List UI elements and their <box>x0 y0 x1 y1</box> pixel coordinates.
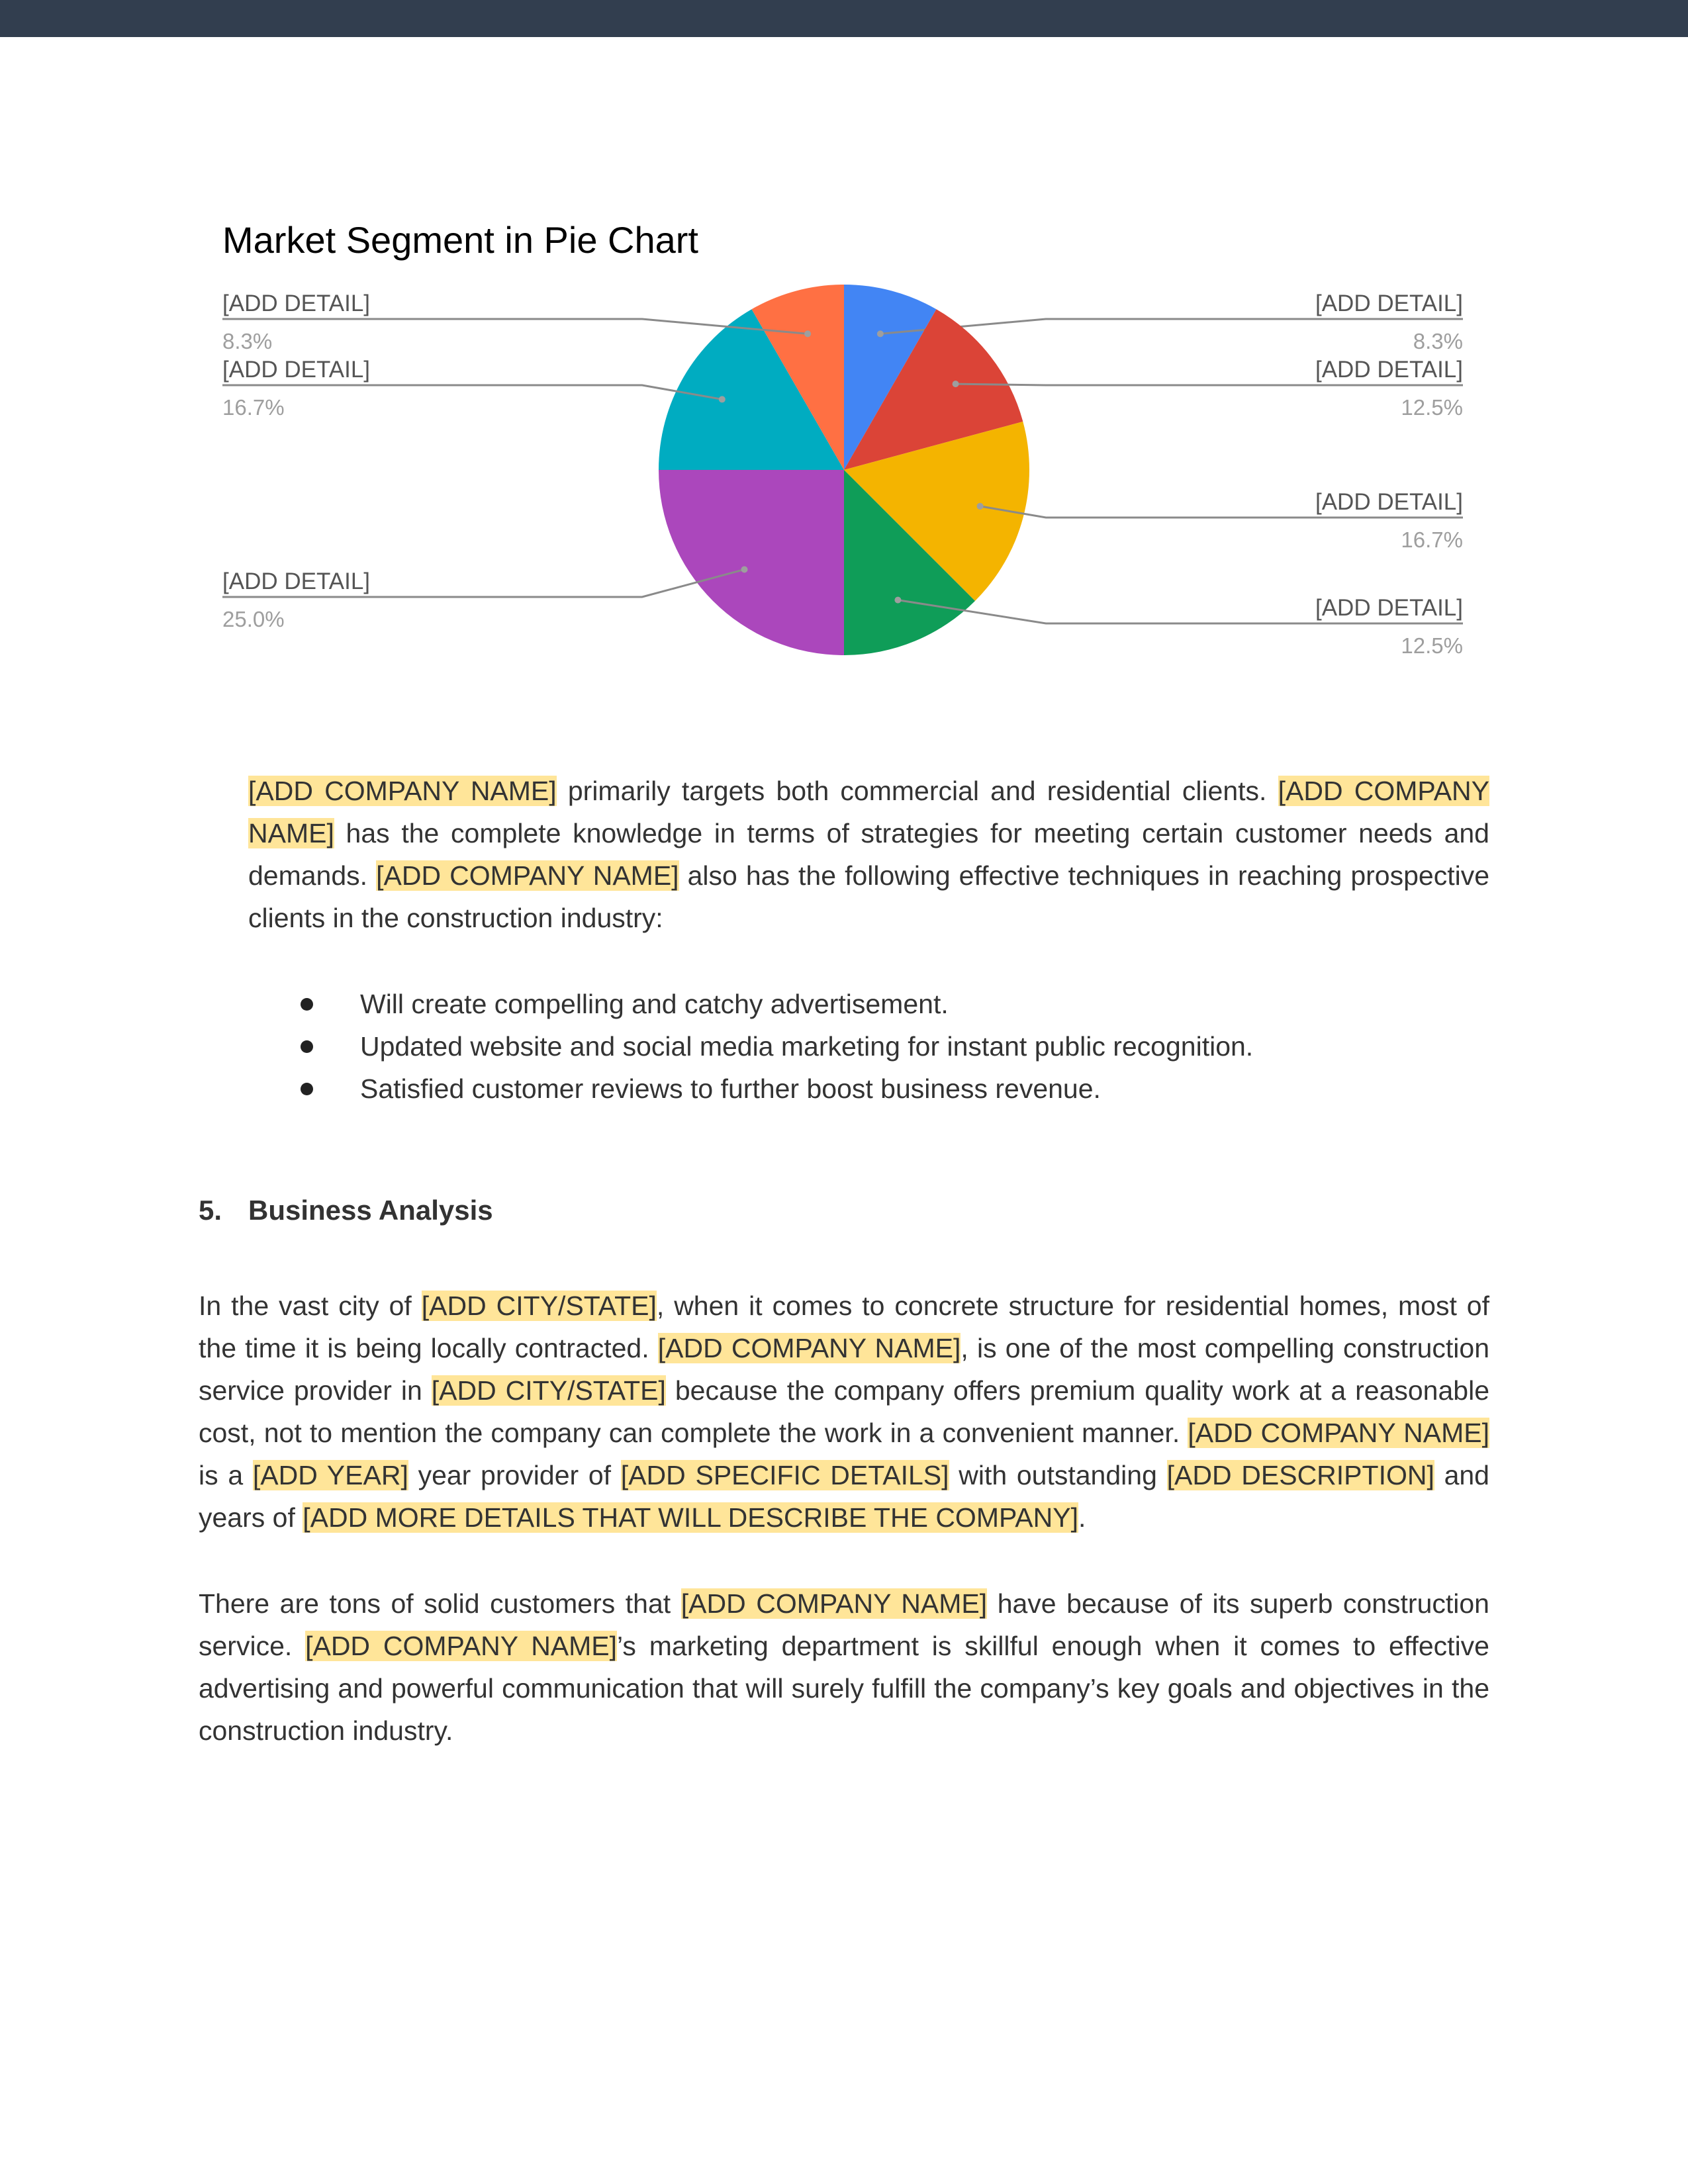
leader-dot <box>719 396 726 402</box>
leader-dot <box>894 597 901 604</box>
leader-dot <box>804 330 811 337</box>
leader-dot <box>877 330 884 337</box>
placeholder-company-name: [ADD COMPANY NAME] <box>305 1631 618 1661</box>
paragraph-target-clients <box>248 770 1489 939</box>
placeholder-more-details: [ADD MORE DETAILS THAT WILL DESCRIBE THE COMPANY] <box>303 1502 1078 1533</box>
slice-percent: 16.7% <box>222 395 285 420</box>
placeholder-company-name: [ADD COMPANY NAME] <box>248 776 1490 848</box>
slice-percent: 16.7% <box>1401 527 1463 552</box>
paragraph-text: and years of <box>199 1460 1489 1533</box>
placeholder-description: [ADD DESCRIPTION] <box>1166 1460 1434 1490</box>
paragraph-text: ’s marketing department is skillful enough when it comes to effective advertising and powerful communication that will surely fulfill the company’s key goals and objectives in the construction industry. <box>199 1631 1489 1746</box>
placeholder-city-state: [ADD CITY/STATE] <box>431 1375 666 1406</box>
paragraph-text: , is one of the most compelling construction service provider in <box>199 1333 1489 1406</box>
list-item-text: Satisfied customer reviews to further boost business revenue. <box>360 1073 1101 1104</box>
slice-label: [ADD DETAIL] <box>222 357 371 383</box>
paragraph-text: is a <box>199 1460 253 1490</box>
pie-slice <box>659 470 844 655</box>
bullet-icon <box>301 1083 313 1095</box>
chart-title: Market Segment in Pie Chart <box>222 219 698 261</box>
top-header-bar <box>0 0 1688 37</box>
leader-dot <box>953 381 959 387</box>
paragraph-text: because the company offers premium quality work at a reasonable cost, not to mention the company can complete the work in a convenient manner. <box>199 1375 1489 1448</box>
placeholder-company-name: [ADD COMPANY NAME] <box>1188 1418 1489 1448</box>
slice-label: [ADD DETAIL] <box>222 291 371 316</box>
leader-dot <box>741 566 748 572</box>
list-item-text: Will create compelling and catchy advertisement. <box>360 989 949 1019</box>
slice-label: [ADD DETAIL] <box>1315 357 1463 383</box>
paragraph-text: , when it comes to concrete structure for residential homes, most of the time it is being locally contracted. <box>199 1291 1489 1363</box>
slice-percent: 25.0% <box>222 607 285 631</box>
placeholder-company-name: [ADD COMPANY NAME] <box>680 1588 988 1619</box>
slice-label: [ADD DETAIL] <box>1315 489 1463 515</box>
leader-line <box>956 384 1463 385</box>
list-item-text: Updated website and social media marketing for instant public recognition. <box>360 1031 1254 1062</box>
placeholder-company-name: [ADD COMPANY NAME] <box>657 1333 961 1363</box>
slice-percent: 8.3% <box>222 329 273 353</box>
slice-percent: 8.3% <box>1413 329 1463 353</box>
paragraph-text: There are tons of solid customers that <box>199 1588 681 1619</box>
section-heading <box>199 1195 493 1226</box>
slice-label: [ADD DETAIL] <box>1315 291 1463 316</box>
paragraph-text: have because of its superb construction service. <box>199 1588 1489 1661</box>
leader-line <box>880 319 1463 334</box>
bullet-icon <box>301 1040 313 1053</box>
paragraph-business-analysis <box>199 1285 1489 1539</box>
paragraph-text: with outstanding <box>949 1460 1167 1490</box>
market-segment-pie-chart <box>218 218 1476 682</box>
paragraph-text: . <box>1078 1502 1086 1533</box>
paragraph-customers <box>199 1582 1489 1752</box>
paragraph-text: also has the following effective techniques in reaching prospective clients in the construction industry: <box>248 860 1490 933</box>
slice-label: [ADD DETAIL] <box>222 569 371 594</box>
section-title: Business Analysis <box>248 1195 493 1226</box>
paragraph-text: In the vast city of <box>199 1291 422 1321</box>
slice-percent: 12.5% <box>1401 395 1463 420</box>
placeholder-company-name: [ADD COMPANY NAME] <box>248 776 557 806</box>
bullet-icon <box>301 998 313 1011</box>
leader-line <box>222 385 722 399</box>
slice-label: [ADD DETAIL] <box>1315 595 1463 621</box>
placeholder-city-state: [ADD CITY/STATE] <box>421 1291 657 1321</box>
placeholder-specific-details: [ADD SPECIFIC DETAILS] <box>620 1460 949 1490</box>
paragraph-text: primarily targets both commercial and residential clients. <box>556 776 1278 806</box>
leader-dot <box>977 503 984 510</box>
placeholder-company-name: [ADD COMPANY NAME] <box>376 860 679 891</box>
paragraph-text: has the complete knowledge in terms of strategies for meeting certain customer needs and demands. <box>248 818 1489 891</box>
pie-chart-svg <box>218 218 1476 682</box>
section-number: 5. <box>199 1195 222 1226</box>
placeholder-year: [ADD YEAR] <box>252 1460 408 1490</box>
paragraph-text: year provider of <box>408 1460 621 1490</box>
slice-percent: 12.5% <box>1401 633 1463 658</box>
leader-line <box>222 319 808 334</box>
